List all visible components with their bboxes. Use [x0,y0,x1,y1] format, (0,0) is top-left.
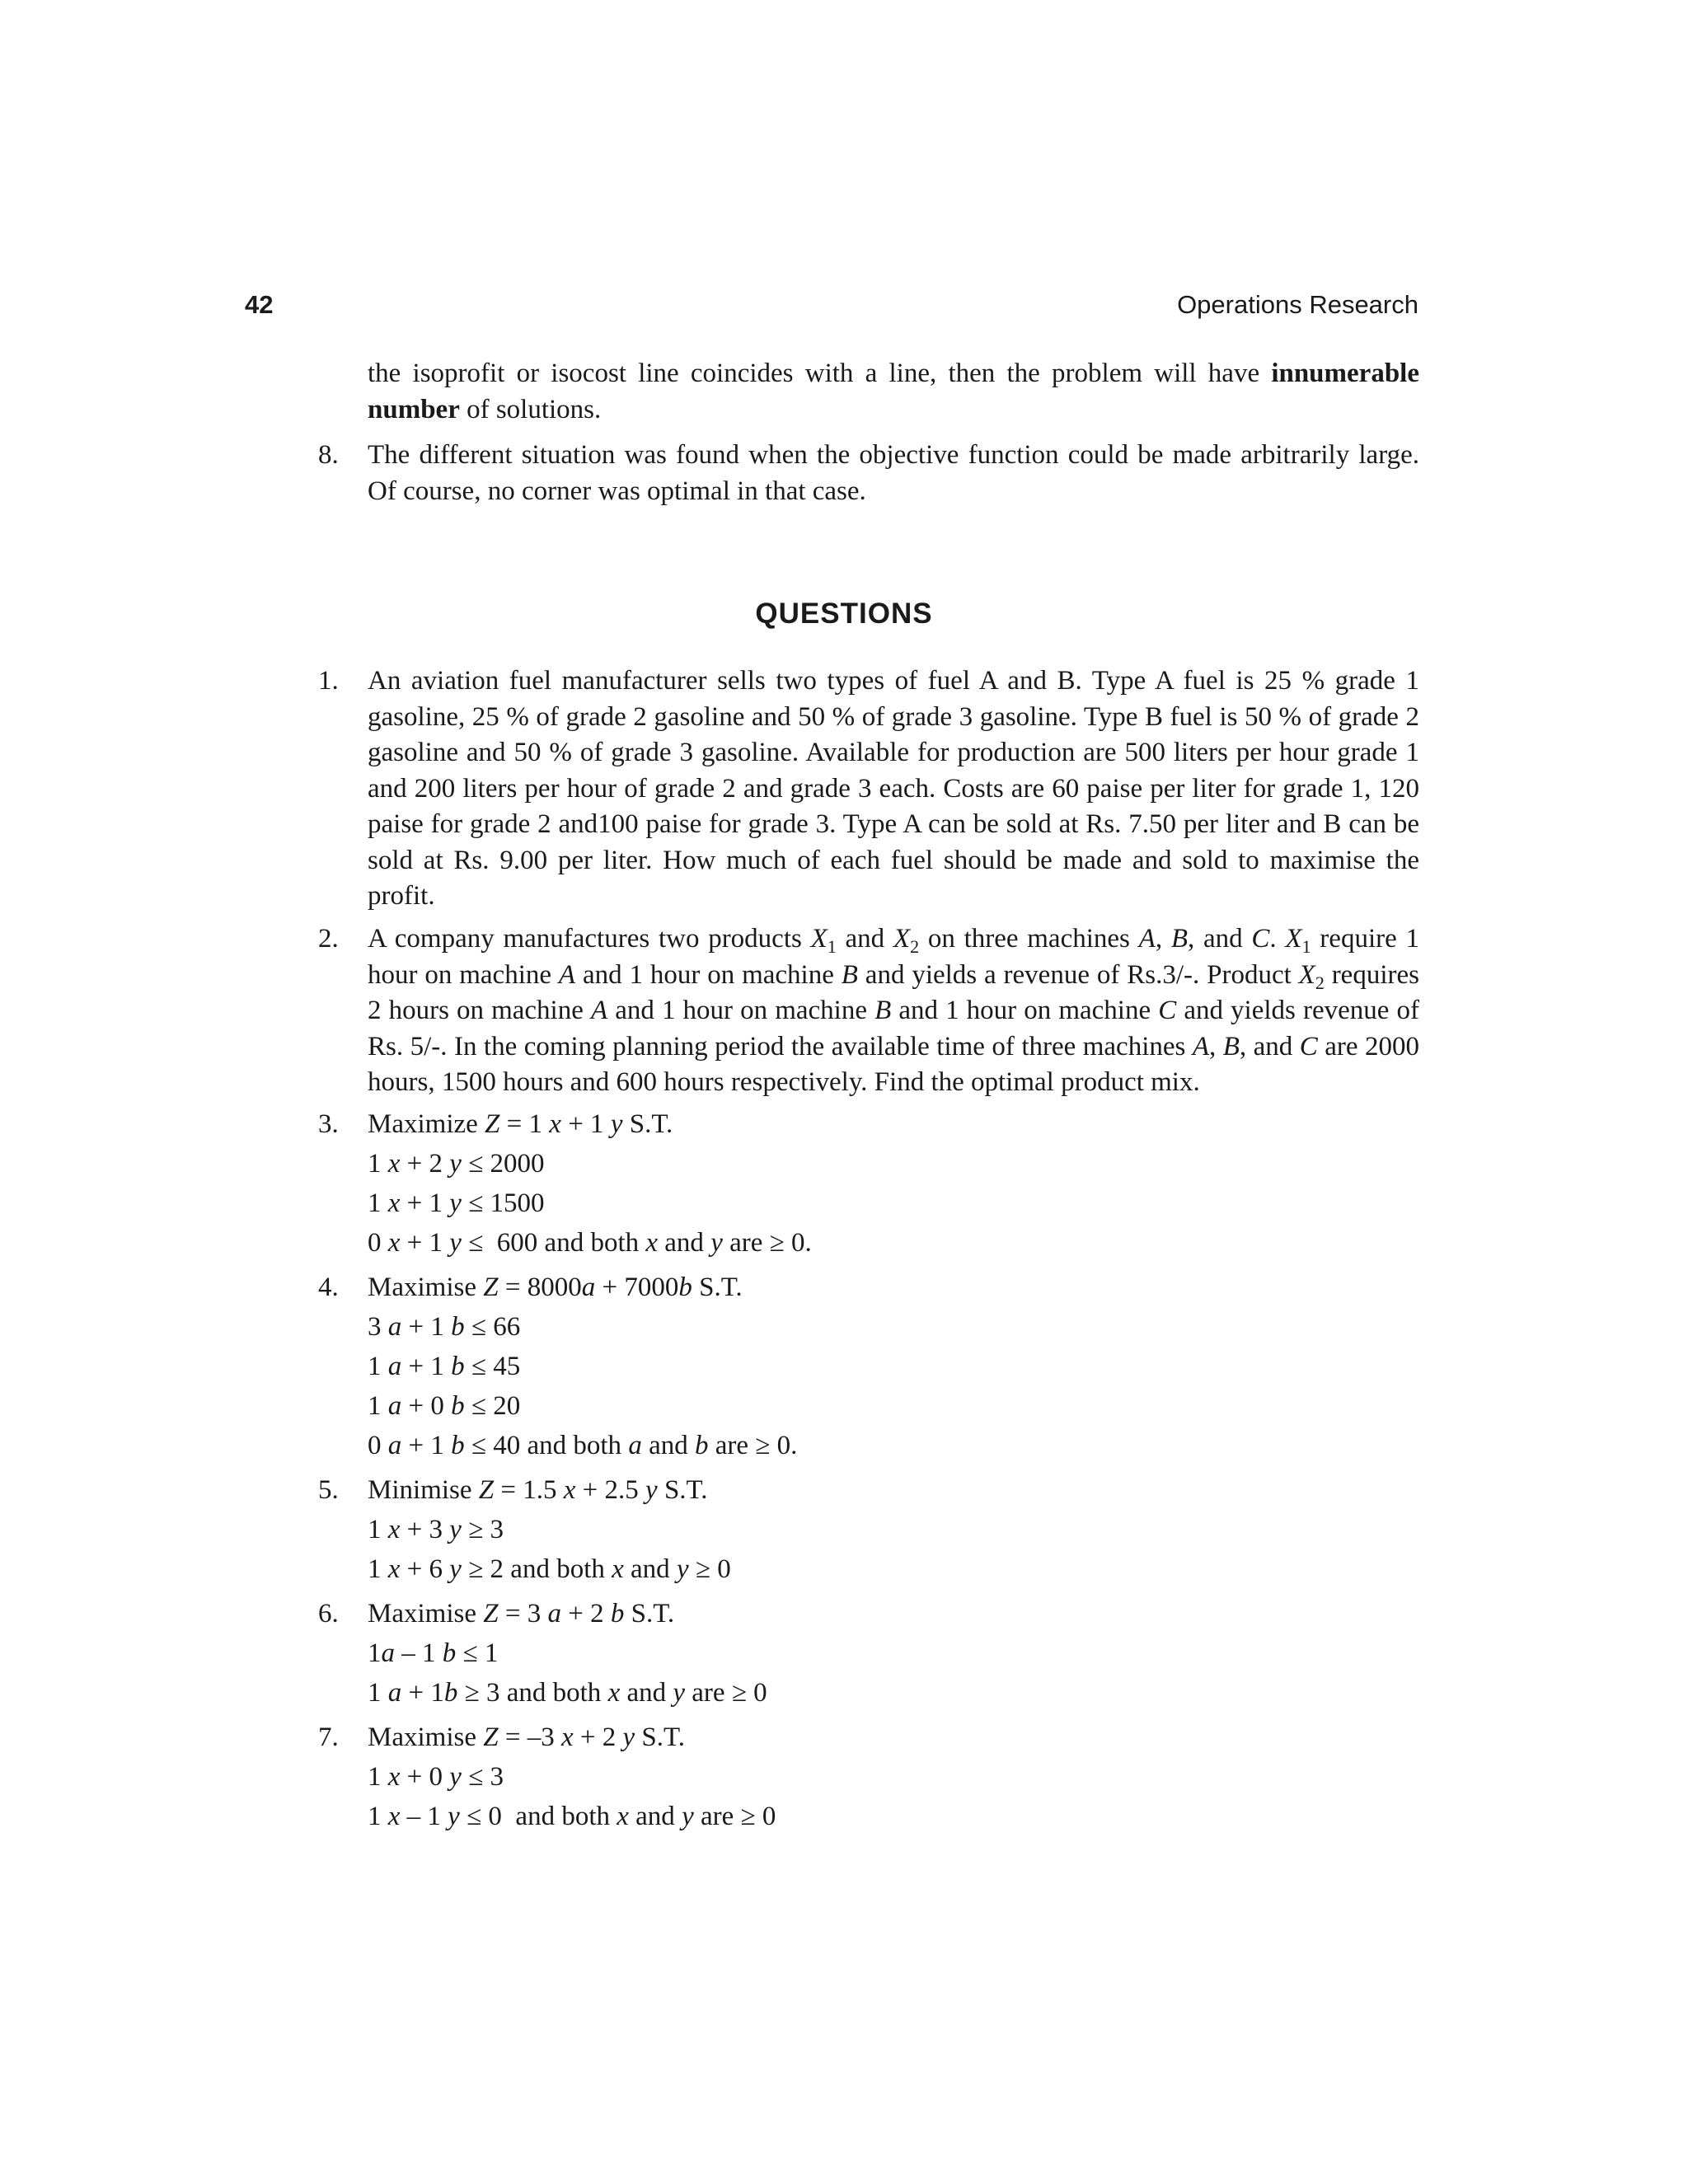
question-4-objective: Maximise Z = 8000a + 7000b S.T. [368,1272,743,1302]
item-8-text: The different situation was found when the objective function could be made arbitrarily large. Of course, no corner was optimal in that case. [368,440,1419,506]
question-6-constraint: 1 a + 1b ≥ 3 and both x and y are ≥ 0 [368,1678,767,1708]
question-7-constraint: 1 x + 0 y ≤ 3 [368,1762,504,1792]
question-2-number: 2. [318,924,339,954]
question-5-number: 5. [318,1475,339,1505]
question-6-constraint: 1a – 1 b ≤ 1 [368,1638,499,1668]
question-4-constraint: 1 a + 1 b ≤ 45 [368,1352,521,1381]
question-1-number: 1. [318,666,339,696]
question-5-objective: Minimise Z = 1.5 x + 2.5 y S.T. [368,1475,708,1505]
question-3-constraint: 1 x + 1 y ≤ 1500 [368,1188,545,1218]
question-1-text: An aviation fuel manufacturer sells two types of fuel A and B. Type A fuel is 25 % grade 1 gasoline, 25 % of grade 2 gasoline and 50 % of grade 3 gasoline. Type B fuel is 50 % of grade 2 gasoline and 50 % of grade 3 gasoline. Available for production are 500 liters per hour grade 1 and 200 liters per hour of grade 2 and grade 3 each. Costs are 60 paise per liter for grade 1, 120 paise for grade 2 and100 paise for grade 3. Type A can be sold at Rs. 7.50 per liter and B can be sold at Rs. 9.00 per liter. How much of each fuel should be made and sold to maximise the profit. [368,666,1419,911]
running-head: Operations Research [1177,290,1418,319]
question-7-number: 7. [318,1722,339,1752]
page-number: 42 [245,290,274,319]
question-5-constraint: 1 x + 3 y ≥ 3 [368,1515,504,1544]
question-4-constraint: 3 a + 1 b ≤ 66 [368,1312,521,1342]
question-4-constraint: 1 a + 0 b ≤ 20 [368,1391,521,1421]
question-3-number: 3. [318,1109,339,1139]
question-4-constraint: 0 a + 1 b ≤ 40 and both a and b are ≥ 0. [368,1431,798,1460]
question-3-constraint: 0 x + 1 y ≤ 600 and both x and y are ≥ 0. [368,1228,812,1258]
question-7-constraint: 1 x – 1 y ≤ 0 and both x and y are ≥ 0 [368,1802,776,1831]
questions-heading: QUESTIONS [755,598,933,630]
continuation-paragraph: the isoprofit or isocost line coincides with a line, then the problem will have innumerable number of solutions. [368,359,1419,424]
question-4-number: 4. [318,1272,339,1302]
question-2-text: A company manufactures two products $X_1$ and $X_2$ on three machines A, B, and C. $X_1$ require 1 hour on machine A and 1 hour on machine B and yields a revenue of Rs.3/-. Product $X_2$ requires 2 hours on machine A and 1 hour on machine B and 1 hour on machine C and yields revenue of Rs. 5/-. In the coming planning period the available time of three machines A, B, and C are 2000 hours, 1500 hours and 600 hours respectively. Find the optimal product mix. [368,924,1419,1097]
question-7-objective: Maximise Z = –3 x + 2 y S.T. [368,1722,685,1752]
question-3-objective: Maximize Z = 1 x + 1 y S.T. [368,1109,673,1139]
item-8-number: 8. [318,440,339,470]
question-5-constraint: 1 x + 6 y ≥ 2 and both x and y ≥ 0 [368,1554,731,1584]
question-6-number: 6. [318,1599,339,1629]
question-3-constraint: 1 x + 2 y ≤ 2000 [368,1149,545,1179]
question-6-objective: Maximise Z = 3 a + 2 b S.T. [368,1599,675,1629]
